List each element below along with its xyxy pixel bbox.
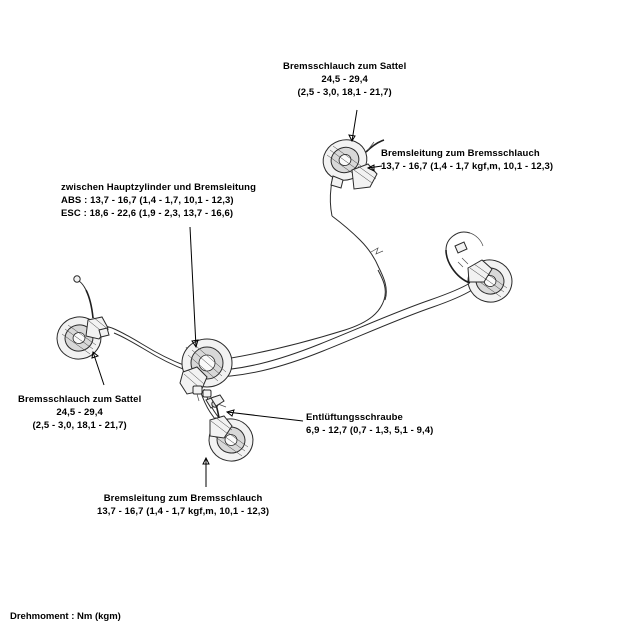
callout-front-brake-pipe: [97, 492, 269, 518]
callout-front-brake-hose: [18, 393, 141, 432]
callout-master-cylinder: [61, 181, 256, 220]
caliper-assembly-bottom: [206, 395, 257, 465]
callout-rear-brake-pipe: [381, 147, 553, 173]
callout-line: 13,7 - 16,7 (1,4 - 1,7 kgf,m, 10,1 - 12,3): [381, 161, 554, 172]
callout-line: ABS : 13,7 - 16,7 (1,4 - 1,7, 10,1 - 12,3): [61, 195, 234, 206]
callout-line: 24,5 - 29,4: [56, 407, 103, 418]
callout-line: Entlüftungsschraube: [306, 412, 403, 423]
callout-bleed-screw: [306, 411, 433, 437]
callout-line: (2,5 - 3,0, 18,1 - 21,7): [32, 420, 127, 431]
caliper-assembly-left: [53, 276, 109, 363]
callout-rear-brake-hose: [283, 60, 406, 99]
callout-line: 24,5 - 29,4: [321, 74, 368, 85]
callout-line: Bremsschlauch zum Sattel: [283, 61, 407, 72]
callout-line: 13,7 - 16,7 (1,4 - 1,7 kgf,m, 10,1 - 12,3): [97, 506, 270, 517]
callout-line: Bremsleitung zum Bremsschlauch: [103, 493, 263, 504]
caliper-assembly-top: [318, 134, 384, 189]
callout-line: 6,9 - 12,7 (0,7 - 1,3, 5,1 - 9,4): [306, 425, 434, 436]
torque-unit-footnote: Drehmoment : Nm (kgm): [10, 611, 121, 622]
master-cylinder-assembly: [180, 339, 232, 408]
caliper-assembly-right: [446, 232, 516, 307]
callout-line: Bremsleitung zum Bremsschlauch: [381, 148, 540, 159]
callout-line: Bremsschlauch zum Sattel: [18, 394, 142, 405]
callout-line: (2,5 - 3,0, 18,1 - 21,7): [297, 87, 392, 98]
callout-line: zwischen Hauptzylinder und Bremsleitung: [61, 182, 256, 193]
callout-line: ESC : 18,6 - 22,6 (1,9 - 2,3, 13,7 - 16,6): [61, 208, 234, 219]
